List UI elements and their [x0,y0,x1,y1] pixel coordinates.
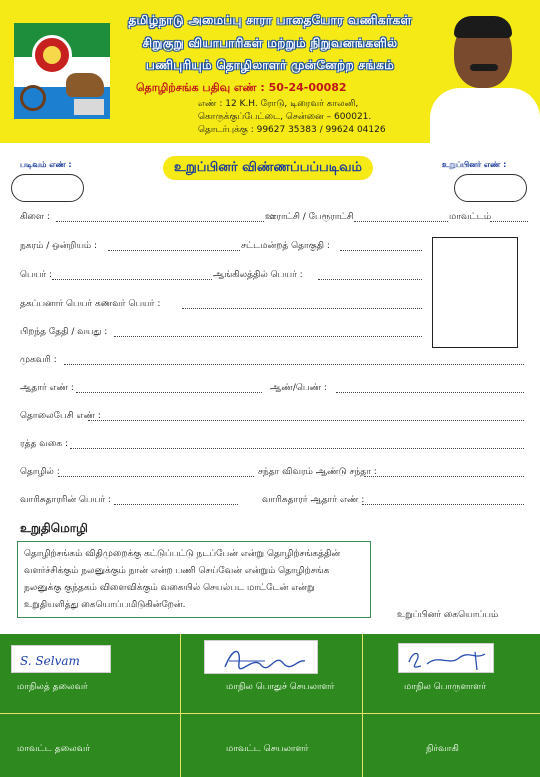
city-union-label: நகரம் / ஒன்றியம் : [20,241,98,251]
union-name-line-1: தமிழ்நாடு அமைப்பு சாரா பாதையோர வணிகர்கள் [128,13,412,27]
district-president-label: மாவட்ட தலைவர் [17,744,90,754]
address-label: முகவரி : [20,355,57,365]
state-president-label: மாநிலத் தலைவர் [17,682,88,692]
annual-fee-field[interactable] [364,475,524,477]
occupation-field[interactable] [58,475,254,477]
union-name-line-3: பணிபுரியும் தொழிலாளர் முன்னேற்ற சங்கம் [145,58,395,72]
member-number-label: உறுப்பினர் எண் : [442,160,507,169]
name-label: பெயர் : [20,270,53,280]
form-title: உறுப்பினர் விண்ணப்பப்படிவம் [163,156,373,180]
blood-group-label: ரத்த வகை : [20,439,69,449]
registration-number: தொழிற்சங்க பதிவு எண் : 50-24-00082 [136,81,347,94]
state-treasurer-label: மாநில பொருளாளர் [404,682,487,692]
declaration-heading: உறுதிமொழி [20,521,88,535]
contact-phone: தொடர்புக்கு : 99627 35383 / 99624 04126 [198,125,386,135]
address-line-2: கொருக்குப்பேட்டை, சென்னை – 600021. [198,112,372,122]
declaration-box [17,541,371,618]
english-name-field[interactable] [318,278,422,280]
state-president-signature [11,645,111,673]
gender-label: ஆண்/பெண் : [270,383,327,393]
panchayat-label: ஊராட்சி / பேரூராட்சி [265,212,354,222]
signature-3-image [399,644,495,674]
dob-age-label: பிறந்த தேதி / வயது : [20,327,108,337]
district-secretary-label: மாவட்ட செயலாளர் [226,744,309,754]
union-name-line-2: சிறுகுறு வியாபாரிகள் மற்றும் நிறுவனங்களில் [142,36,398,50]
name-field[interactable] [52,278,212,280]
nominee-aadhaar-label: வாரிசுதாரர் ஆதார் எண் : [262,495,365,505]
declaration-line-2: வளர்ச்சிக்கும் நலனுக்கும் நான் என்ற பணி செய்வேன் என்றும் தொழிற்சங்க [24,566,330,576]
passport-photo-box[interactable] [432,237,518,348]
phone-label: தொலைபேசி எண் : [20,411,101,421]
dob-age-field[interactable] [114,335,422,337]
member-signature-label: உறுப்பினர் கையொப்பம் [397,610,499,620]
administrator-label: நிர்வாகி [426,744,459,754]
svg-text:S. Selvam: S. Selvam [20,654,80,668]
aadhaar-field[interactable] [76,391,262,393]
branch-field[interactable] [56,220,264,222]
state-secretary-label: மாநில பொதுச் செயலாளர் [226,682,335,692]
gender-field[interactable] [336,391,524,393]
state-secretary-signature [204,640,318,674]
form-number-label: படிவம் எண் : [20,160,72,169]
nominee-name-label: வாரிசுதாரரின் பெயர் : [20,495,111,505]
state-treasurer-signature [398,643,494,673]
panchayat-field[interactable] [354,220,448,222]
declaration-line-3: நலனுக்கு குந்தகம் விளைவிக்கும் வகையில் செயல்பட மாட்டேன் என்று [24,583,315,593]
union-logo [14,23,110,119]
phone-field[interactable] [88,419,524,421]
signature-1-image [12,646,112,674]
father-husband-field[interactable] [182,307,422,309]
english-name-label: ஆங்கிலத்தில் பெயர் : [213,270,303,280]
district-field[interactable] [490,220,528,222]
address-line-1: எண் : 12 K.H. ரோடு, டிரைவர் காலனி, [198,99,359,109]
blood-group-field[interactable] [70,447,524,449]
branch-label: கிளை : [20,212,50,222]
father-husband-label: தகப்பனார் பெயர் கணவர் பெயர் : [20,299,161,309]
city-union-field[interactable] [108,249,240,251]
nominee-name-field[interactable] [114,503,238,505]
aadhaar-label: ஆதார் எண் : [20,383,74,393]
member-number-field[interactable] [454,174,527,202]
form-number-field[interactable] [11,174,84,202]
declaration-line-1: தொழிற்சங்கம் விதிமுறைக்கு கட்டுப்பட்டு நடப்பேன் என்று தொழிற்சங்கத்தின் [24,549,341,559]
district-label: மாவட்டம் [449,212,492,222]
assembly-field[interactable] [340,249,422,251]
occupation-label: தொழில் : [20,467,60,477]
header-banner [0,0,540,143]
nominee-aadhaar-field[interactable] [362,503,524,505]
assembly-label: சட்டமன்றத் தொகுதி : [241,241,330,251]
signature-2-image [205,641,319,675]
declaration-line-4: உறுதியளித்து கையொப்பமிடுகின்றேன். [24,600,186,610]
address-field[interactable] [64,363,524,365]
signature-footer [0,634,540,777]
annual-fee-label: சந்தா விவரம் ஆண்டு சந்தா : [258,467,377,477]
leader-photo [424,6,540,143]
